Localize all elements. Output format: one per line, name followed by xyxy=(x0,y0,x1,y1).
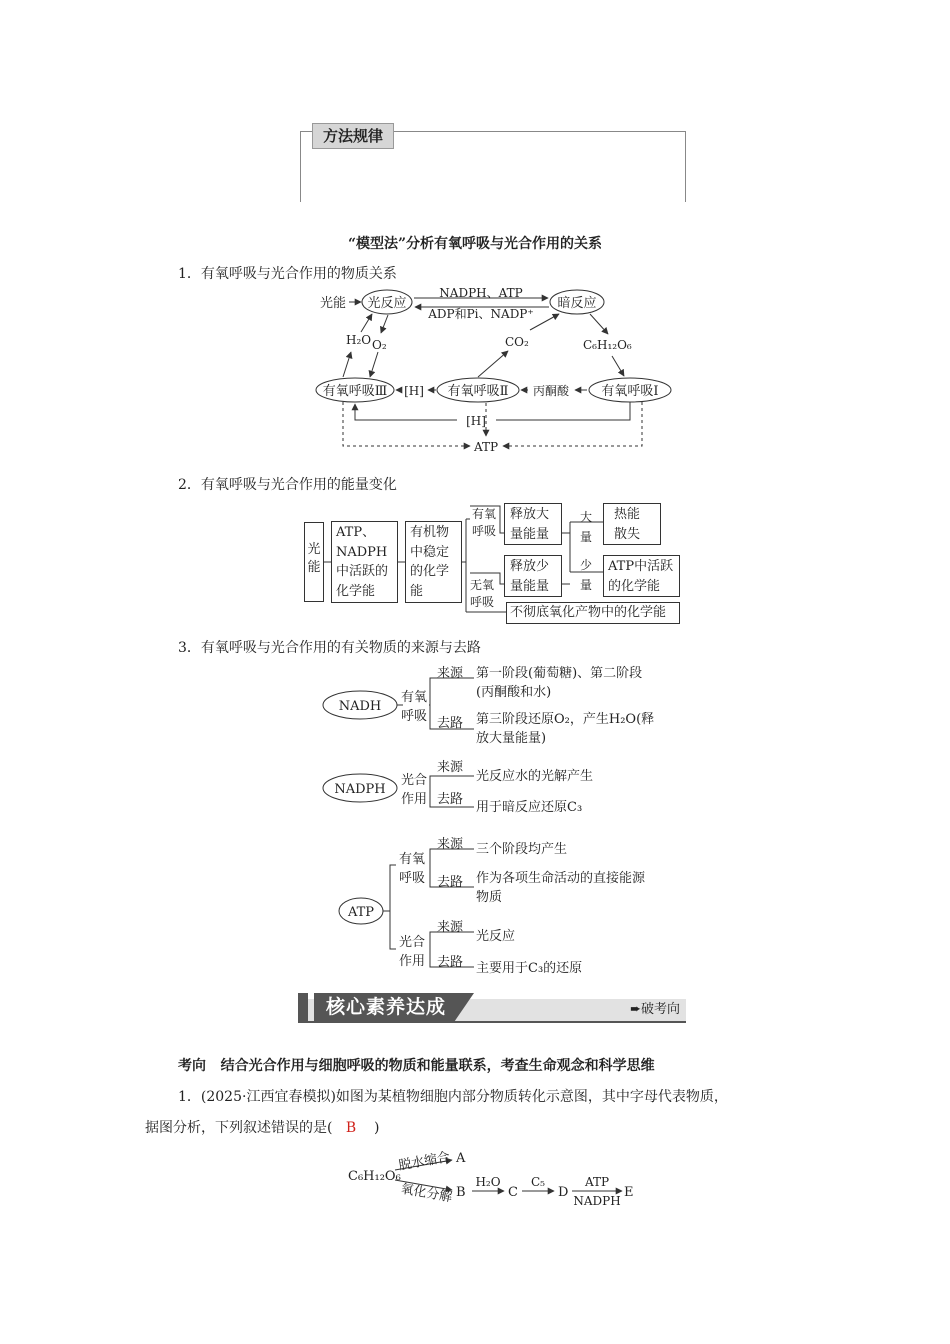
heading-1: 1．有氧呼吸与光合作用的物质关系 xyxy=(178,266,397,282)
svg-text:NADPH: NADPH xyxy=(573,1194,621,1208)
kaoxiang-label: 考向 xyxy=(178,1058,206,1074)
nadph-source-label: 来源 xyxy=(437,760,464,775)
svg-text:ATP: ATP xyxy=(473,440,499,454)
d2-release-large-box: 释放大 量能量 xyxy=(504,503,562,545)
nadh-source-label: 来源 xyxy=(437,666,464,681)
svg-text:C₆H₁₂O₆: C₆H₁₂O₆ xyxy=(348,1169,401,1184)
nadh-dest-label: 去路 xyxy=(437,716,464,731)
svg-text:有氧呼吸Ⅱ: 有氧呼吸Ⅱ xyxy=(447,384,509,399)
atp-source2-text: 光反应 xyxy=(476,929,516,944)
d2-release-small-box: 释放少 量能量 xyxy=(504,555,562,597)
svg-text:A: A xyxy=(456,1151,466,1166)
heading-3: 3．有氧呼吸与光合作用的有关物质的来源与去路 xyxy=(178,640,481,656)
section-title: “模型法”分析有氧呼吸与光合作用的关系 xyxy=(347,236,603,252)
atp-branch1-label: 有氧 呼吸 xyxy=(399,852,426,886)
svg-text:氧化分解: 氧化分解 xyxy=(399,1181,454,1206)
svg-text:C₆H₁₂O₆: C₆H₁₂O₆ xyxy=(583,338,632,352)
d2-atp-active-box: ATP中活跃 的化学能 xyxy=(603,555,680,597)
atp-node: ATP xyxy=(347,905,375,920)
svg-text:O₂: O₂ xyxy=(372,338,387,352)
atp-source-label-1: 来源 xyxy=(437,837,464,852)
atp-dest2-text: 主要用于C₃的还原 xyxy=(476,961,583,976)
nadph-dest-label: 去路 xyxy=(437,792,464,807)
svg-text:ATP: ATP xyxy=(584,1175,610,1189)
nadh-source-text: 第一阶段(葡萄糖)、第二阶段 (丙酮酸和水) xyxy=(476,666,643,700)
d2-anaerobic-label: 无氧 呼吸 xyxy=(470,578,495,609)
nadh-node: NADH xyxy=(338,699,382,714)
svg-text:E: E xyxy=(624,1185,634,1200)
answer: B xyxy=(345,1120,357,1136)
nadph-source-text: 光反应水的光解产生 xyxy=(476,769,594,784)
d2-heat-box: 热能 散失 xyxy=(603,503,661,545)
svg-text:[H]: [H] xyxy=(466,414,486,428)
question-line-2: 据图分析，下列叙述错误的是( B ) xyxy=(145,1120,380,1136)
svg-text:丙酮酸: 丙酮酸 xyxy=(532,384,570,398)
svg-text:H₂O: H₂O xyxy=(346,333,372,347)
light-text: 光能 xyxy=(320,296,347,311)
core-banner-right: ➨破考向 xyxy=(630,1002,680,1017)
atp-source1-text: 三个阶段均产生 xyxy=(476,842,568,857)
d2-atp-nadph-box: ATP、 NADPH 中活跃的 化学能 xyxy=(331,521,398,603)
d2-stable-box: 有机物 中稳定 的化学 能 xyxy=(405,521,462,603)
svg-text:C: C xyxy=(508,1185,518,1200)
heading-2: 2．有氧呼吸与光合作用的能量变化 xyxy=(178,477,397,493)
d2-light-box: 光能 xyxy=(304,522,324,602)
nadph-dest-text: 用于暗反应还原C₃ xyxy=(476,800,583,815)
method-tab: 方法规律 xyxy=(312,123,394,149)
svg-text:B: B xyxy=(456,1185,466,1200)
nadh-dest-text: 第三阶段还原O₂，产生H₂O(释 放大量能量) xyxy=(476,712,655,746)
d2-incomplete-box: 不彻底氧化产物中的化学能 xyxy=(506,602,680,624)
d2-large-label: 大 量 xyxy=(579,510,592,544)
question-line-1: 1．(2025·江西宜春模拟)如图为某植物细胞内部分物质转化示意图，其中字母代表物质， xyxy=(178,1089,728,1105)
atp-dest-label-2: 去路 xyxy=(437,955,464,970)
core-banner-title: 核心素养达成 xyxy=(326,996,447,1018)
svg-text:脱水缩合: 脱水缩合 xyxy=(397,1149,452,1174)
atp-dest1-text: 作为各项生命活动的直接能源 物质 xyxy=(476,871,646,905)
arrow-icon: ➨ xyxy=(630,1002,641,1017)
atp-branch2-label: 光合 作用 xyxy=(399,935,426,969)
svg-text:D: D xyxy=(558,1185,569,1200)
svg-text:C₅: C₅ xyxy=(531,1175,545,1189)
svg-text:暗反应: 暗反应 xyxy=(557,296,597,311)
d2-small-label: 少 量 xyxy=(579,558,592,592)
nadph-branch-label: 光合 作用 xyxy=(401,773,428,807)
svg-text:CO₂: CO₂ xyxy=(505,335,529,349)
nadph-node: NADPH xyxy=(334,782,386,797)
svg-text:光反应: 光反应 xyxy=(367,296,407,311)
atp-source-label-2: 来源 xyxy=(437,920,464,935)
atp-dest-label-1: 去路 xyxy=(437,875,464,890)
svg-text:ADP和Pi、NADP⁺: ADP和Pi、NADP⁺ xyxy=(428,307,534,321)
svg-text:NADPH、ATP: NADPH、ATP xyxy=(439,286,523,300)
svg-text:H₂O: H₂O xyxy=(475,1175,501,1189)
d2-aerobic-label: 有氧 呼吸 xyxy=(472,507,497,538)
nadh-branch-label: 有氧 呼吸 xyxy=(401,690,428,724)
svg-text:有氧呼吸Ⅰ: 有氧呼吸Ⅰ xyxy=(601,384,659,399)
svg-text:有氧呼吸Ⅲ: 有氧呼吸Ⅲ xyxy=(322,384,388,399)
svg-text:[H]: [H] xyxy=(404,384,424,398)
kaoxiang-text: 结合光合作用与细胞呼吸的物质和能量联系，考查生命观念和科学思维 xyxy=(220,1058,655,1074)
